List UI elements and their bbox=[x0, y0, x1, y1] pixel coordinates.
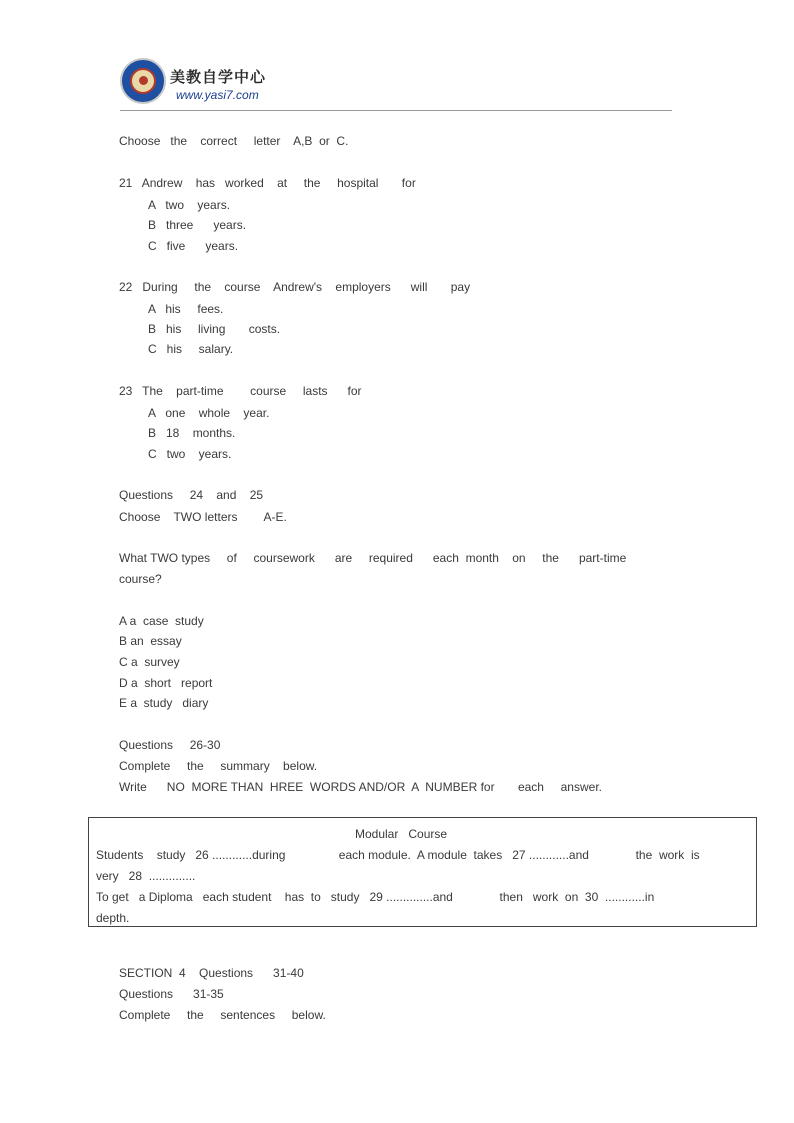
question-22-stem: 22 During the course Andrew's employers will pay bbox=[119, 280, 471, 294]
section4-subheading: Questions 31-35 bbox=[119, 987, 224, 1001]
q26-30-heading: Questions 26-30 bbox=[119, 738, 221, 752]
question-23-option-a: A one whole year. bbox=[148, 406, 270, 420]
q24-25-prompt-line1: What TWO types of coursework are required each month on the part-time bbox=[119, 551, 627, 565]
logo-seal-icon bbox=[120, 58, 166, 104]
header-divider bbox=[120, 110, 672, 111]
summary-title: Modular Course bbox=[355, 827, 448, 841]
question-21-option-b: B three years. bbox=[148, 218, 247, 232]
q24-25-option-d: D a short report bbox=[119, 676, 213, 690]
q26-30-instruction1: Complete the summary below. bbox=[119, 759, 318, 773]
question-22-option-b: B his living costs. bbox=[148, 322, 281, 336]
q24-25-option-c: C a survey bbox=[119, 655, 180, 669]
question-21-stem: 21 Andrew has worked at the hospital for bbox=[119, 176, 416, 190]
question-22-option-a: A his fees. bbox=[148, 302, 224, 316]
question-21-option-a: A two years. bbox=[148, 198, 231, 212]
summary-line1: Students study 26 ............during each module. A module takes 27 ............and the work is bbox=[96, 848, 700, 862]
question-22-option-c: C his salary. bbox=[148, 342, 234, 356]
q24-25-prompt-line2: course? bbox=[119, 572, 162, 586]
q24-25-option-a: A a case study bbox=[119, 614, 204, 628]
question-23-stem: 23 The part-time course lasts for bbox=[119, 384, 362, 398]
q24-25-instruction: Choose TWO letters A-E. bbox=[119, 510, 287, 524]
question-21-option-c: C five years. bbox=[148, 239, 239, 253]
summary-line3: To get a Diploma each student has to study 29 ..............and then work on 30 ............in bbox=[96, 890, 655, 904]
logo-url: www.yasi7.com bbox=[176, 88, 259, 102]
summary-line2: very 28 .............. bbox=[96, 869, 196, 883]
section4-instruction: Complete the sentences below. bbox=[119, 1008, 326, 1022]
question-23-option-b: B 18 months. bbox=[148, 426, 236, 440]
summary-line4: depth. bbox=[96, 911, 130, 925]
logo bbox=[120, 58, 270, 110]
instruction-choose-abc: Choose the correct letter A,B or C. bbox=[119, 134, 349, 148]
section4-heading: SECTION 4 Questions 31-40 bbox=[119, 966, 304, 980]
q24-25-option-b: B an essay bbox=[119, 634, 182, 648]
q24-25-option-e: E a study diary bbox=[119, 696, 209, 710]
q24-25-heading: Questions 24 and 25 bbox=[119, 488, 264, 502]
q26-30-instruction2: Write NO MORE THAN HREE WORDS AND/OR A NUMBER for each answer. bbox=[119, 780, 602, 794]
question-23-option-c: C two years. bbox=[148, 447, 232, 461]
logo-text: 美教自学中心 bbox=[170, 68, 267, 86]
